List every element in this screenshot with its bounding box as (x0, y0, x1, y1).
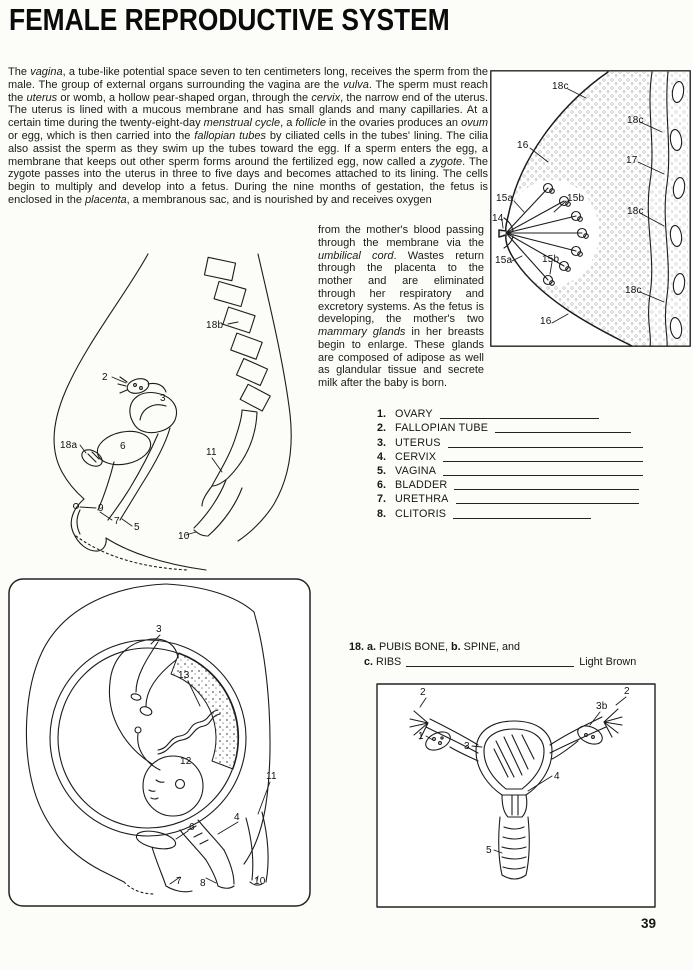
figure-label: 7 (176, 876, 182, 887)
answer-blank (448, 436, 643, 448)
list-item (377, 449, 643, 463)
figure-label: 16 (540, 316, 552, 327)
uterus (130, 393, 177, 433)
rectum (194, 480, 242, 536)
item-18-line2 (364, 656, 651, 670)
figure-label: 18c (627, 206, 644, 217)
list-item (377, 491, 639, 505)
figure-label: 17 (626, 155, 638, 166)
figure-label: 9 (98, 503, 104, 514)
figure-label: 15b (542, 254, 560, 265)
figure-label: 18b (206, 320, 224, 331)
item-number: 5. (377, 464, 387, 477)
clitoris (74, 504, 81, 535)
figure-label: 4 (234, 812, 240, 823)
item-number: 7. (377, 493, 387, 506)
item-number: 2. (377, 422, 387, 435)
figure-label: 10 (254, 876, 266, 887)
spine-vertebrae (204, 257, 270, 411)
uterus-figure-art (376, 683, 656, 908)
sagittal-pelvis-figure (10, 252, 310, 572)
figure-label: 7 (114, 516, 120, 527)
answer-blank (406, 656, 574, 667)
breast-figure (490, 70, 691, 347)
sagittal-figure-art (10, 252, 310, 572)
item-18-line1: 18. a. PUBIS BONE, b. SPINE, and (349, 641, 521, 653)
item-number: 1. (377, 408, 387, 421)
figure-label: 10 (178, 531, 190, 542)
figure-label: 16 (517, 140, 529, 151)
figure-label: 2 (102, 372, 108, 383)
item-label: OVARY (395, 408, 433, 421)
answer-blank (453, 507, 591, 519)
pregnancy-figure-art (8, 578, 311, 907)
figure-label: 3 (156, 624, 162, 635)
wrapped-paragraph: from the mother's blood passing through the membrane via the umbilical cord. Wastes return through the placenta to the mother and are eliminated through her respiratory and excretory systems. As the fetus is developing, the mother's two mammary glands in her breasts begin to enlarge. These glands are composed of adipose as well as glandular tissue and secrete milk after the baby is born. (318, 224, 485, 389)
figure-label: 1 (418, 731, 424, 742)
item-label: UTERUS (395, 436, 441, 449)
answer-blank (443, 450, 643, 462)
item-label: URETHRA (395, 493, 449, 506)
figure-label: 12 (180, 756, 192, 767)
item-label: BLADDER (395, 479, 448, 492)
pubic-bone (79, 446, 105, 469)
item-label: FALLOPIAN TUBE (395, 422, 489, 435)
figure-label: 13 (178, 670, 190, 681)
list-item (377, 477, 639, 491)
figure-label: 18c (625, 285, 642, 296)
anus (194, 530, 207, 536)
figure-label: 15b (567, 193, 585, 204)
answer-blank (454, 478, 639, 490)
item-18-line2-label: c. RIBS (364, 655, 402, 668)
list-item (377, 406, 599, 420)
figure-label: 18c (627, 115, 644, 126)
figure-label: 11 (206, 447, 217, 458)
intro-paragraph: The vagina, a tube-like potential space seven to ten centimeters long, receives the sperm from the male. The group of external organs surrounding the vagina are the vulva. The sperm must reach the uterus or womb, a hollow pear-shaped organ, through the cervix, the narrow end of the uterus. The uterus is lined with a mucous membrane and has small glands and many capillaries. At a certain time during the twenty-eight-day menstrual cycle, a follicle in the ovaries produces an ovum or egg, which is then carried into the fallopian tubes by ciliated cells in the tubes' lining. The cilia also assist the sperm as they swim up the tubes toward the egg. If a sperm enters the egg, a membrane that keeps out other sperm forms around the fertilized egg, now called a zygote. The zygote passes into the uterus in three to five days and becomes attached to its lining. The cells begin to multiply and develop into a fetus. During the nine months of gestation, the fetus is enclosed in the placenta, a membranous sac, and is nourished by and receives oxygen (8, 66, 489, 206)
list-item (377, 420, 631, 434)
item-number: 6. (377, 479, 387, 492)
list-item (377, 505, 591, 519)
answer-text: Light Brown (579, 655, 637, 668)
figure-label: 2 (624, 686, 630, 697)
figure-label: 11 (266, 771, 277, 782)
figure-label: 6 (189, 822, 195, 833)
item-label: CERVIX (395, 450, 437, 463)
pregnancy-figure (8, 578, 311, 907)
figure-label: 8 (200, 878, 206, 889)
item-label: CLITORIS (395, 507, 447, 520)
item-number: 3. (377, 436, 387, 449)
page-number: 39 (641, 916, 657, 931)
figure-label: 3b (596, 701, 608, 712)
ovary-and-tube (118, 376, 166, 395)
page-title: FEMALE REPRODUCTIVE SYSTEM (9, 2, 450, 37)
figure-label: 18c (552, 81, 569, 92)
structure-list (377, 406, 645, 520)
answer-blank (456, 492, 639, 504)
item-number: 8. (377, 507, 387, 520)
figure-label: 15a (495, 255, 513, 266)
list-item (377, 463, 643, 477)
figure-label: 5 (134, 522, 140, 533)
figure-label: 15a (496, 193, 514, 204)
item-number: 4. (377, 450, 387, 463)
figure-label: 5 (486, 845, 492, 856)
answer-blank (443, 464, 643, 476)
vagina-canal (108, 428, 170, 520)
figure-label: 14 (492, 213, 504, 224)
breast-figure-art (490, 70, 691, 347)
figure-label: 2 (420, 687, 426, 698)
figure-label: 3 (464, 741, 470, 752)
uterus-frontal-figure (376, 683, 656, 908)
figure-label: 18a (60, 440, 78, 451)
figure-label: 4 (554, 771, 560, 782)
answer-blank (495, 421, 631, 433)
figure-label: 6 (120, 441, 126, 452)
item-label: VAGINA (395, 464, 437, 477)
list-item (377, 434, 643, 448)
answer-blank (440, 407, 599, 419)
sacrum-coccyx (202, 410, 257, 506)
figure-label: 3 (160, 393, 166, 404)
item-18 (349, 641, 651, 669)
